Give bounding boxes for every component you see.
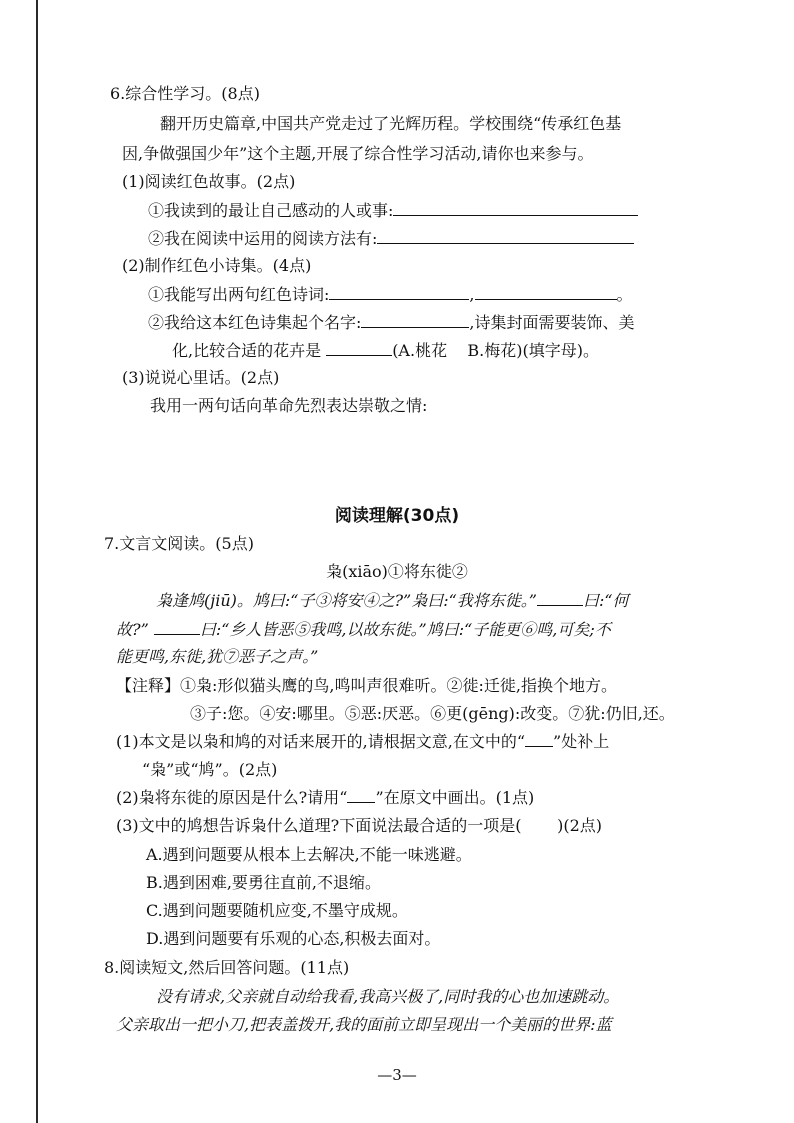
q6-sub2-c-label: 化,比较合适的花卉是 xyxy=(172,341,322,360)
q6-sub1-a-label: ①我读到的最让自己感动的人或事: xyxy=(148,201,394,220)
q7-option-a: A.遇到问题要从根本上去解决,不能一味逃避。 xyxy=(146,845,472,864)
q7-sub1 xyxy=(116,730,609,754)
q7-passage-heading: 枭(xiāo)①将东徙② xyxy=(326,562,468,581)
q7-passage-line1-text: 枭逢鸠(jiū)。鸠曰:“子③将安④之?”枭曰:“我将东徙。” xyxy=(156,591,537,610)
q6-title: 6.综合性学习。(8点) xyxy=(110,84,260,103)
answer-blank[interactable] xyxy=(393,198,638,216)
q8-title: 8.阅读短文,然后回答问题。(11点) xyxy=(104,958,350,977)
q6-sub2-a-label: ①我能写出两句红色诗词: xyxy=(148,285,330,304)
q7-option-d: D.遇到问题要有乐观的心态,积极去面对。 xyxy=(146,929,441,948)
q7-passage-line1 xyxy=(156,588,629,612)
q7-passage-line2-start: 故?” xyxy=(116,620,149,639)
q6-option-a: (A.桃花 xyxy=(392,341,448,360)
q6-sub1-item-a xyxy=(148,198,638,222)
q7-notes-line1: 【注释】①枭:形似猫头鹰的鸟,鸣叫声很难听。②徙:迁徙,指换个地方。 xyxy=(116,676,617,695)
q7-sub2-text-end: ”在原文中画出。(1点) xyxy=(375,788,535,807)
q6-sub2-item-c xyxy=(172,338,599,362)
answer-blank[interactable] xyxy=(326,338,392,356)
section-title: 阅读理解(30点) xyxy=(334,506,460,526)
q8-passage-line2: 父亲取出一把小刀,把表盖拨开,我的面前立即呈现出一个美丽的世界:蓝 xyxy=(116,1015,612,1034)
answer-blank[interactable] xyxy=(537,588,583,606)
q7-sub1-cont: “枭”或“鸠”。(2点) xyxy=(142,760,278,779)
q6-sub2-title: (2)制作红色小诗集。(4点) xyxy=(122,256,312,275)
q6-sub2-a-comma: , xyxy=(469,285,475,304)
q6-sub2-item-a xyxy=(148,282,633,306)
q6-sub2-a-end: 。 xyxy=(616,285,633,304)
q6-sub1-item-b xyxy=(148,226,634,250)
q8-passage-line1: 没有请求,父亲就自动给我看,我高兴极了,同时我的心也加速跳动。 xyxy=(156,987,620,1006)
q6-intro-line1: 翻开历史篇章,中国共产党走过了光辉历程。学校围绕“传承红色基 xyxy=(160,114,622,133)
q7-passage-line2-text: 曰:“乡人皆恶⑤我鸣,以故东徙。”鸠曰:“子能更⑥鸣,可矣;不 xyxy=(199,620,611,639)
q6-sub1-title: (1)阅读红色故事。(2点) xyxy=(122,172,296,191)
q7-sub1-text-end: ”处补上 xyxy=(553,732,610,751)
answer-blank[interactable] xyxy=(361,310,469,328)
q7-notes-line2: ③子:您。④安:哪里。⑤恶:厌恶。⑥更(gēng):改变。⑦犹:仍旧,还。 xyxy=(190,704,675,723)
q7-sub3-text: (3)文中的鸠想告诉枭什么道理?下面说法最合适的一项是( xyxy=(116,816,522,835)
answer-blank[interactable] xyxy=(154,617,200,635)
q6-sub1-b-label: ②我在阅读中运用的阅读方法有: xyxy=(148,229,378,248)
q7-sub2-text: (2)枭将东徙的原因是什么?请用“ xyxy=(116,788,348,807)
q6-option-b: B.梅花)(填字母)。 xyxy=(467,341,599,360)
q7-option-c: C.遇到问题要随机应变,不墨守成规。 xyxy=(146,901,408,920)
underline-mark xyxy=(525,732,553,747)
q7-sub3-text-end: )(2点) xyxy=(557,816,603,835)
q7-passage-line3: 能更鸣,东徙,犹⑦恶子之声。” xyxy=(116,647,319,666)
q7-passage-line2 xyxy=(116,617,611,641)
q6-sub3-title: (3)说说心里话。(2点) xyxy=(122,368,280,387)
answer-blank[interactable] xyxy=(329,282,469,300)
q6-intro-line2: 因,争做强国少年”这个主题,开展了综合性学习活动,请你也来参与。 xyxy=(122,144,594,163)
q7-sub2 xyxy=(116,786,534,810)
answer-blank[interactable] xyxy=(475,282,617,300)
q6-sub2-b-rest: ,诗集封面需要装饰、美 xyxy=(469,313,635,332)
answer-blank[interactable] xyxy=(377,226,634,244)
underline-mark xyxy=(347,788,375,803)
q7-sub3 xyxy=(116,814,602,838)
page-number: —3— xyxy=(377,1066,417,1084)
q7-title: 7.文言文阅读。(5点) xyxy=(104,534,254,553)
q6-sub2-item-b xyxy=(148,310,635,334)
q6-sub3-prompt: 我用一两句话向革命先烈表达崇敬之情: xyxy=(150,396,428,415)
q7-passage-line1-end: 曰:“何 xyxy=(582,591,629,610)
q6-sub2-b-label: ②我给这本红色诗集起个名字: xyxy=(148,313,362,332)
q7-sub1-text: (1)本文是以枭和鸠的对话来展开的,请根据文意,在文中的“ xyxy=(116,732,526,751)
q7-option-b: B.遇到困难,要勇往直前,不退缩。 xyxy=(146,873,382,892)
